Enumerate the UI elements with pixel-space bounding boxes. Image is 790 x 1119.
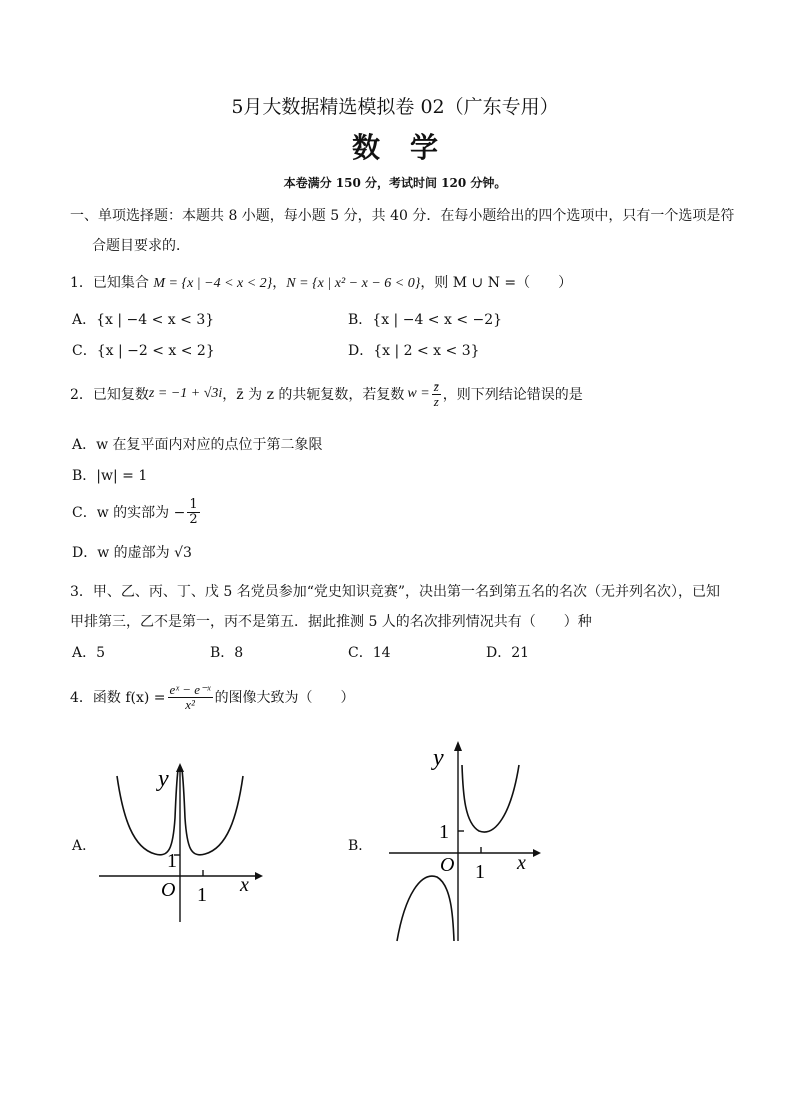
graph-b-left-branch	[397, 876, 454, 941]
q2-option-c[interactable]	[72, 492, 202, 532]
q1-suffix: ，则 M ∪ N =（ ）	[420, 275, 573, 291]
q2-option-c-fraction	[187, 498, 199, 526]
question-1	[70, 272, 572, 292]
q2-option-d-label: D．w 的虚部为	[72, 545, 175, 561]
q2-w-lhs: w =	[407, 386, 430, 401]
graph-a-x-label: x	[240, 874, 249, 896]
graph-b-x-arrow	[533, 849, 541, 857]
graph-a-origin-label: O	[161, 879, 176, 901]
graph-a-x-arrow	[255, 872, 263, 880]
q2-fraction-denominator: z	[433, 393, 439, 409]
graph-b	[385, 735, 555, 950]
q2-option-d-value: √3	[174, 545, 192, 561]
q2-option-c-denominator: 2	[189, 511, 198, 527]
q1-set-n: N = {x | x² − x − 6 < 0}	[286, 276, 421, 291]
q4-option-a[interactable]: A．	[72, 838, 97, 854]
graph-b-x-one-label: 1	[475, 861, 485, 883]
q1-set-m: M = {x | −4 < x < 2}	[153, 276, 273, 291]
q2-fraction-numerator: z̄	[433, 378, 439, 394]
q2-mid: ，z̄ 为 z 的共轭复数，若复数	[222, 387, 405, 403]
q2-option-c-label: C．w 的实部为 −	[72, 505, 186, 521]
q2-option-a[interactable]: A．w 在复平面内对应的点位于第二象限	[72, 437, 323, 453]
graph-a	[95, 758, 265, 928]
q2-suffix: ，则下列结论错误的是	[442, 387, 583, 403]
q1-comma: ，	[272, 275, 287, 291]
q1-option-c[interactable]: C．{x | −2 < x < 2}	[72, 343, 215, 359]
graph-a-left-branch	[117, 770, 178, 855]
question-2	[70, 374, 583, 414]
graph-a-y-label: y	[158, 766, 169, 792]
graph-b-origin-label: O	[440, 854, 455, 876]
q3-option-a[interactable]: A．5	[72, 645, 106, 661]
exam-note: 本卷满分 150 分，考试时间 120 分钟。	[283, 176, 507, 190]
q3-option-d[interactable]: D．21	[486, 645, 530, 661]
q4-fraction	[168, 683, 213, 711]
graph-b-y-one-label: 1	[439, 821, 449, 843]
q1-option-a[interactable]: A．{x | −4 < x < 3}	[72, 312, 215, 328]
q1-prefix: 1．已知集合	[70, 275, 154, 291]
section-heading-line2: 合题目要求的．	[92, 238, 190, 254]
question-3-line1: 3．甲、乙、丙、丁、戊 5 名党员参加“党史知识竞赛”，决出第一名到第五名的名次（无并列名次），已知	[70, 584, 721, 600]
q4-prefix: 4．函数 f(x) =	[70, 690, 166, 706]
graph-b-y-label: y	[433, 745, 444, 771]
q1-option-b[interactable]: B．{x | −4 < x < −2}	[348, 312, 503, 328]
q4-option-b[interactable]: B．	[348, 838, 373, 854]
section-heading-line1: 一、单项选择题：本题共 8 小题，每小题 5 分，共 40 分．在每小题给出的四个选项中，只有一个选项是符	[70, 208, 735, 224]
q4-suffix: 的图像大致为（ ）	[214, 690, 355, 706]
exam-title: 5月大数据精选模拟卷 02（广东专用）	[231, 96, 559, 118]
q3-option-b[interactable]: B．8	[210, 645, 244, 661]
graph-a-y-one-label: 1	[167, 850, 177, 872]
graph-b-y-arrow	[454, 741, 462, 751]
q2-option-c-numerator: 1	[189, 496, 198, 512]
graph-a-x-one-label: 1	[197, 884, 207, 906]
graph-b-right-branch	[462, 765, 519, 832]
q4-fraction-numerator: eˣ − e⁻ˣ	[169, 681, 211, 697]
q2-option-d[interactable]	[72, 542, 192, 562]
q2-fraction	[432, 380, 441, 408]
q1-option-d[interactable]: D．{x | 2 < x < 3}	[348, 343, 480, 359]
q2-prefix: 2．已知复数	[70, 387, 149, 403]
subject-heading: 数学	[351, 131, 468, 164]
q2-option-b[interactable]: B．|w| = 1	[72, 468, 148, 484]
q3-option-c[interactable]: C．14	[348, 645, 391, 661]
q4-fraction-denominator: x²	[185, 696, 195, 712]
q2-z: z = −1 + √3i	[148, 386, 223, 401]
graph-b-x-label: x	[517, 852, 526, 874]
graph-a-right-branch	[182, 770, 243, 855]
question-3-line2: 甲排第三，乙不是第一，丙不是第五．据此推测 5 人的名次排列情况共有（ ）种	[70, 614, 592, 630]
question-4	[70, 676, 355, 718]
